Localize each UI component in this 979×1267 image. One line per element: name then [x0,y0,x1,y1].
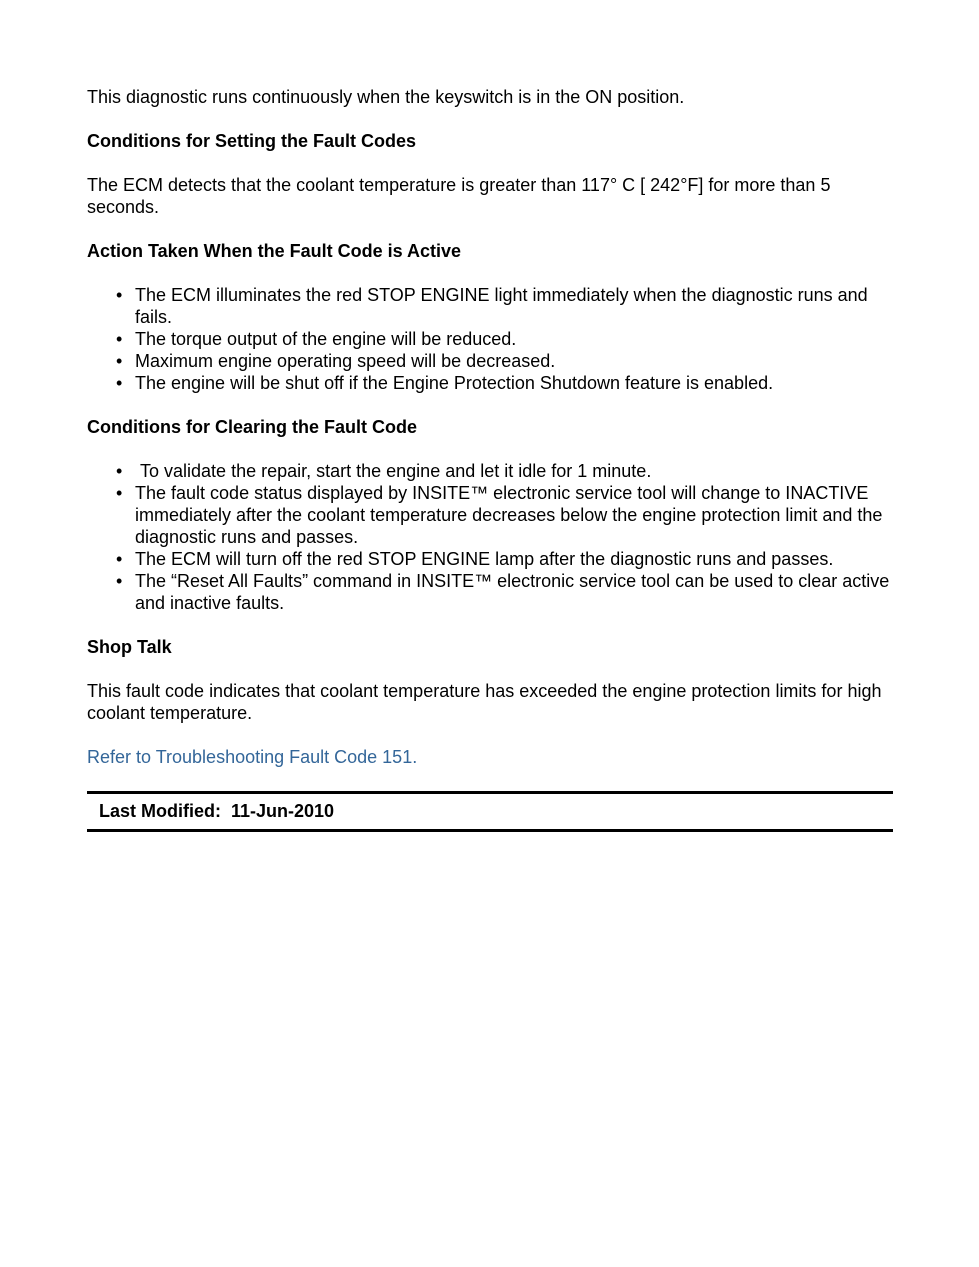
troubleshooting-link[interactable]: Refer to Troubleshooting Fault Code 151. [87,747,418,767]
list-item-text: The ECM illuminates the red STOP ENGINE light immediately when the diagnostic runs and fails. [135,285,868,327]
bullet-icon: • [116,285,123,305]
list-item [116,350,893,372]
list-item [116,372,893,394]
bullet-icon: • [116,483,123,503]
intro-text: This diagnostic runs continuously when the keyswitch is in the ON position. [87,87,685,107]
shop-talk-text: This fault code indicates that coolant temperature has exceeded the engine protection limits for high coolant temperature. [87,681,882,723]
bullet-icon: • [116,329,123,349]
list-item-text: The “Reset All Faults” command in INSITE™ electronic service tool can be used to clear active and inactive faults. [135,571,890,613]
last-modified-label: Last Modified: 11-Jun-2010 [99,801,335,821]
list-item [116,460,893,482]
bullet-icon: • [116,549,123,569]
document-page [87,86,893,832]
list-item [116,328,893,350]
bullet-icon: • [116,571,123,591]
list-item [116,548,893,570]
heading-action-taken: Action Taken When the Fault Code is Active [87,241,462,261]
heading-shop-talk: Shop Talk [87,637,172,657]
list-item-text: The fault code status displayed by INSITE™ electronic service tool will change to INACTIVE immediately after the coolant temperature decreases below the engine protection limit and the diagnostic runs and passes. [135,483,883,547]
list-item [116,284,893,328]
heading-clearing-conditions: Conditions for Clearing the Fault Code [87,417,417,437]
list-item-text: The ECM will turn off the red STOP ENGINE lamp after the diagnostic runs and passes. [135,549,834,569]
list-item-text: Maximum engine operating speed will be decreased. [135,351,556,371]
list-item [116,570,893,614]
list-item-text: The torque output of the engine will be reduced. [135,329,517,349]
clearing-list [87,460,893,614]
last-modified-footer [87,791,893,832]
setting-conditions-text: The ECM detects that the coolant temperature is greater than 117° C [ 242°F] for more than 5 seconds. [87,175,831,217]
list-item-text: The engine will be shut off if the Engine Protection Shutdown feature is enabled. [135,373,774,393]
action-list [87,284,893,394]
bullet-icon: • [116,373,123,393]
list-item [116,482,893,548]
list-item-text: To validate the repair, start the engine and let it idle for 1 minute. [135,461,652,481]
heading-setting-conditions: Conditions for Setting the Fault Codes [87,131,416,151]
bullet-icon: • [116,351,123,371]
bullet-icon: • [116,461,123,481]
